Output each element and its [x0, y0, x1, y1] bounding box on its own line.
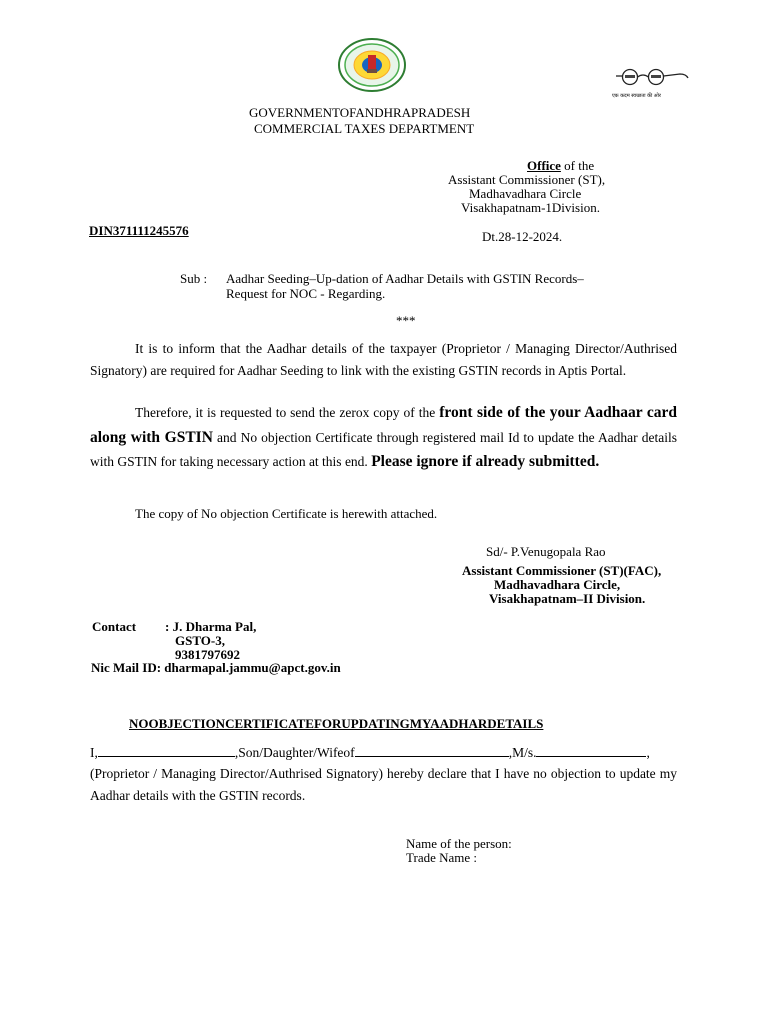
blank-firm-field[interactable]	[536, 745, 646, 757]
noc-title: NOOBJECTIONCERTIFICATEFORUPDATINGMYAADHARDETAILS	[129, 716, 544, 731]
subject-line-1: Aadhar Seeding–Up-dation of Aadhar Details with GSTIN Records–	[226, 271, 584, 286]
contact-phone: 9381797692	[175, 647, 240, 662]
signature-division: Visakhapatnam–II Division.	[489, 591, 646, 606]
ap-government-emblem	[337, 37, 407, 93]
attachment-note: The copy of No objection Certificate is herewith attached.	[135, 506, 438, 521]
signature-name: Sd/- P.Venugopala Rao	[486, 544, 606, 559]
office-of-the: of the	[560, 158, 595, 173]
noc-declaration-line: I, ,Son/Daughter/Wifeof ,M/s. ,	[90, 745, 650, 760]
blank-name-field[interactable]	[98, 745, 235, 757]
contact-post: GSTO-3,	[175, 633, 225, 648]
office-word: Office	[527, 158, 561, 173]
intro-paragraph: It is to inform that the Aadhar details of the taxpayer (Proprietor / Managing Director/Authrised Signatory) are required for Aadhar Seeding to link with the existing GSTIN records in Aptis Portal.	[90, 341, 677, 378]
office-circle: Madhavadhara Circle	[469, 186, 582, 201]
contact-name: : J. Dharma Pal,	[165, 619, 257, 634]
signature-title: Assistant Commissioner (ST)(FAC),	[462, 563, 662, 578]
office-designation: Assistant Commissioner (ST),	[448, 172, 606, 187]
department-title: COMMERCIAL TAXES DEPARTMENT	[254, 121, 475, 136]
request-paragraph: Therefore, it is requested to send the zerox copy of the front side of the your Aadhaar card along with GSTIN and No objection Certificate through registered mail Id to update the Aadhar details with GSTIN for taking necessary action at this end. Please ignore if already submitted.	[90, 404, 678, 470]
swachh-bharat-logo	[608, 68, 700, 99]
trade-name-label: Trade Name :	[406, 850, 478, 865]
office-line	[527, 158, 594, 173]
subject-label: Sub :	[180, 271, 208, 286]
request-emphasis: front side of the your Aadhaar card along with GSTIN	[90, 404, 678, 446]
noc-body: (Proprietor / Managing Director/Authrised Signatory) hereby declare that I have no objection to update my Aadhar details with the GSTIN records.	[90, 766, 677, 803]
separator-stars: ***	[396, 313, 416, 328]
contact-mail: Nic Mail ID: dharmapal.jammu@apct.gov.in	[91, 660, 341, 675]
person-name-label: Name of the person:	[406, 836, 512, 851]
swachh-caption: एक कदम स्वच्छता की ओर	[612, 93, 661, 99]
blank-relation-field[interactable]	[355, 745, 509, 757]
office-division: Visakhapatnam-1Division.	[461, 200, 600, 215]
contact-label: Contact	[92, 619, 137, 634]
ignore-note: Please ignore if already submitted.	[371, 453, 600, 470]
government-title: GOVERNMENTOFANDHRAPRADESH	[249, 105, 471, 120]
subject-line-2: Request for NOC - Regarding.	[226, 286, 386, 301]
din-number: DIN371111245576	[89, 223, 189, 238]
signature-circle: Madhavadhara Circle,	[494, 577, 621, 592]
letter-date: Dt.28-12-2024.	[482, 229, 563, 244]
